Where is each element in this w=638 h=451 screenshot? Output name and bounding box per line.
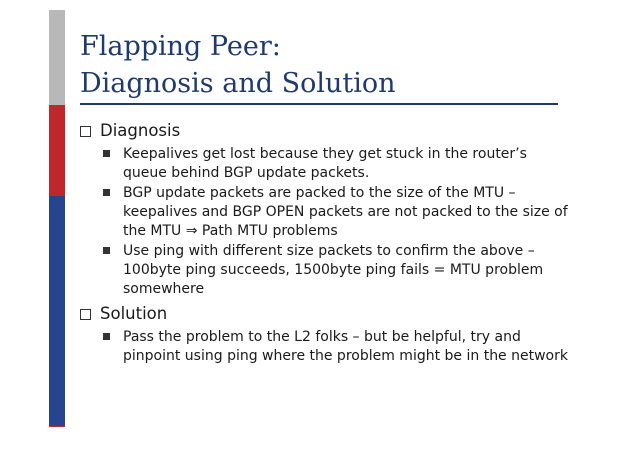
list-item-text: Use ping with different size packets to confirm the above – 100byte ping succeeds, 1500byte ping fails = MTU problem somewhere	[123, 243, 544, 297]
list-item	[100, 145, 570, 183]
slide-title	[80, 28, 580, 102]
section-solution	[80, 303, 570, 366]
filled-square-bullet-icon	[103, 189, 110, 196]
section-heading: Solution	[100, 304, 168, 323]
list-item	[100, 184, 570, 241]
bullet-list	[100, 328, 570, 366]
hollow-square-bullet-icon	[80, 309, 91, 320]
list-item	[100, 328, 570, 366]
list-item-text: BGP update packets are packed to the size of the MTU – keepalives and BGP OPEN packets are not packed to the size of the MTU ⇒ Path MTU problems	[123, 185, 568, 239]
list-item-text: Pass the problem to the L2 folks – but be helpful, try and pinpoint using ping where the problem might be in the network	[123, 329, 568, 364]
filled-square-bullet-icon	[103, 333, 110, 340]
left-accent-bar-gray	[49, 10, 65, 105]
slide-title-line-1: Flapping Peer:	[80, 31, 281, 62]
list-item	[100, 242, 570, 299]
left-accent-bar-blue	[49, 196, 65, 426]
bullet-list	[100, 145, 570, 299]
filled-square-bullet-icon	[103, 150, 110, 157]
slide-body	[80, 120, 570, 370]
hollow-square-bullet-icon	[80, 126, 91, 137]
list-item-text: Keepalives get lost because they get stuck in the router’s queue behind BGP update packets.	[123, 146, 527, 181]
section-heading: Diagnosis	[100, 121, 181, 140]
title-divider	[80, 103, 558, 105]
slide-title-line-2: Diagnosis and Solution	[80, 68, 396, 99]
filled-square-bullet-icon	[103, 247, 110, 254]
section-diagnosis	[80, 120, 570, 299]
